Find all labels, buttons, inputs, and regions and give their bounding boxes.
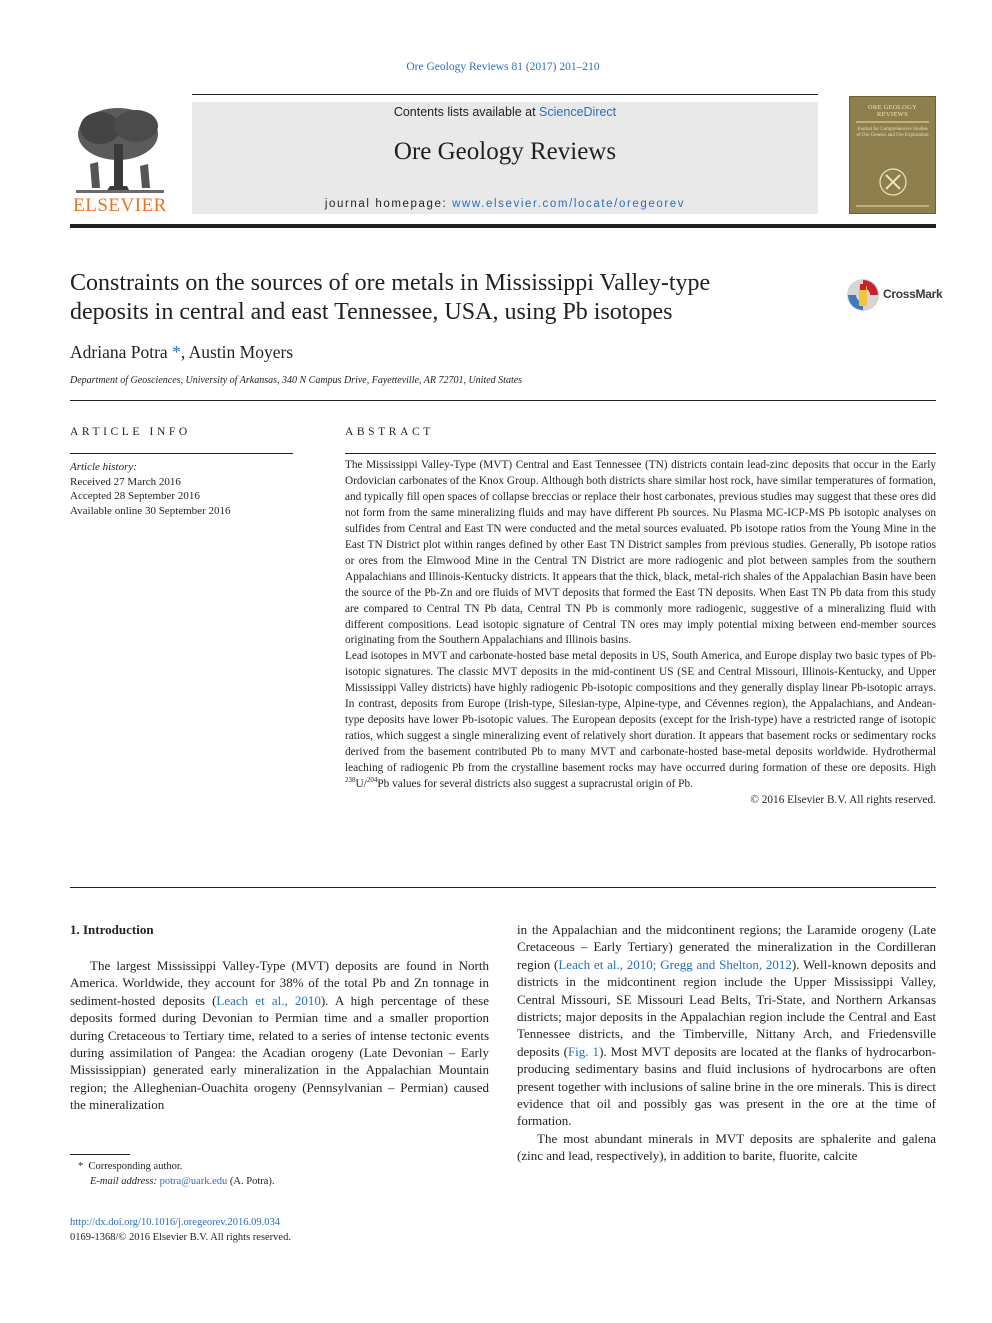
figure-link[interactable]: Fig. 1 [567, 1043, 600, 1059]
abstract-rule [345, 453, 936, 454]
crossmark-icon [846, 278, 880, 312]
doi-link[interactable]: http://dx.doi.org/10.1016/j.oregeorev.2016.09.034 [70, 1217, 280, 1228]
abstract-paragraph: The Mississippi Valley-Type (MVT) Central and East Tennessee (TN) districts contain lead-zinc deposits that occur in the Early Ordovician carbonates of the Knox Group. Although both districts share similar host rock, have similar temperatures of formation, and typically fill open spaces of collapse breccias or replace their host carbonates, previous studies may suggest that these ores did not form from the same mineralizing fluids and may have different Pb sources. Nu Plasma MC-ICP-MS Pb isotopic analyses on sulfides from Central and East TN were conducted and the metal sources evaluated. Pb isotope ratios from the Young Mine in the East TN District plot within ranges defined by other East TN District samples from previous studies. Generally, Pb isotope ratios or ores from the Elmwood Mine in the Central TN District are more radiogenic and plot between samples from the southern Appalachians and Illinois-Kentucky districts. It appears that the thick, black, metal-rich shales of the Appalachian Basin have been the source of the Pb-Zn and ore fluids of MVT deposits that formed the East TN deposits. When East TN Pb data from this study are compared to Central TN Pb data, Central TN Pb is commonly more radiogenic, suggestive of a mineralizing fluid with different compositions. Lead isotopic signature of Central TN ores may imply potential mixing between end-member sources originating from the Southern Appalachians and Illinois basins. [345, 459, 937, 647]
article-title: Constraints on the sources of ore metals in Mississippi Valley-type deposits in central and east Tennessee, USA, using Pb isotopes [70, 270, 711, 325]
abstract-paragraph: Lead isotopes in MVT and carbonate-hosted base metal deposits in US, South America, and Europe display two basic types of Pb-isotopic signatures. The classic MVT deposits in the mid-continent US (SE and Central Missouri, Illinois-Kentucky, and Upper Mississippi Valley districts) have highly radiogenic Pb-isotopic compositions and they generally display linear Pb-isotopic arrays. In contrast, deposits from Europe (Irish-type, Silesian-type, Alpine-type, and Cévennes region), the Appalachians, and Andean-type deposits have lower Pb-isotopic values. The European deposits (except for the Irish-type) have a restricted range of isotopic ratios, which suggest a single mineralizing event of relatively short duration. It appears that basement rocks or sedimentary rocks derived from the basement contributed Pb to many MVT and carbonate-hosted base-metal deposits worldwide. Hydrothermal leaching of radiogenic Pb from the crystalline basement rocks may have occurred during formation of these ore deposits. High $^{238}$U/$^{204}$Pb values for several districts also suggest a supracrustal origin of Pb. [345, 650, 936, 791]
body-paragraph: The most abundant minerals in MVT deposits are sphalerite and galena (zinc and lead, respectively), in addition to barite, fluorite, calcite [517, 1130, 936, 1164]
journal-banner [192, 102, 818, 214]
crossmark-label: CrossMark [883, 287, 943, 301]
cover-bottom-divider [856, 205, 929, 207]
article-info-rule [70, 453, 293, 454]
title-rule [70, 400, 936, 401]
header-thick-rule [70, 224, 936, 228]
corresponding-author-marker[interactable]: * [172, 342, 181, 362]
footnote: * Corresponding author. E-mail address: potra@uark.edu (A. Potra). [70, 1154, 489, 1189]
article-history [70, 460, 295, 518]
homepage-link[interactable]: www.elsevier.com/locate/oregeorev [452, 198, 686, 210]
accepted-date: Accepted 28 September 2016 [70, 490, 200, 502]
journal-citation[interactable]: Ore Geology Reviews 81 (2017) 201–210 [406, 61, 600, 73]
abstract-heading: ABSTRACT [345, 426, 434, 438]
abstract-bottom-rule [70, 887, 936, 888]
journal-name: Ore Geology Reviews [393, 138, 617, 165]
author-name: Austin Moyers [188, 342, 294, 362]
online-date: Available online 30 September 2016 [70, 504, 231, 517]
abstract-text [345, 458, 936, 809]
footnote-rule [70, 1154, 130, 1155]
section-heading: 1. Introduction [70, 922, 154, 937]
contents-line: Contents lists available at ScienceDirect [393, 105, 617, 119]
body-right-column [517, 921, 936, 1165]
doi-block [70, 1215, 291, 1245]
received-date: Received 27 March 2016 [70, 475, 181, 488]
body-paragraph: in the Appalachian and the midcontinent regions; the Laramide orogeny (Late Cretaceous – Early Tertiary) generated the mineralization in the Cordilleran region (Leach et al., 2010; Gregg and Shelton, 2012). Well-known deposits and districts in the midcontinent region include the Upper Mississippi Valley, Central Missouri, SE Missouri Lead Belts, Tri-State, and Northern Arkansas districts; major deposits in the Appalachian region include the Central and East Tennessee districts, and the Timberville, Nittany Arch, and Friedensville deposits (Fig. 1). Most MVT deposits are located at the flanks of hydrocarbon-producing sedimentary basins and fluid inclusions of hydrocarbons are often present together with inclusions of saline brine in the ore minerals. This is direct evidence that oil and possibly gas was present in the ore at the time of formation. [517, 922, 937, 1129]
journal-homepage: journal homepage: www.elsevier.com/locate/oregeorev [324, 198, 686, 210]
elsevier-wordmark[interactable]: ELSEVIER [73, 195, 167, 216]
affiliation: Department of Geosciences, University of Arkansas, 340 N Campus Drive, Fayetteville, AR 72701, United States [70, 375, 523, 386]
abstract-copyright: © 2016 Elsevier B.V. All rights reserved. [750, 794, 936, 807]
cover-divider [856, 121, 929, 123]
body-left-column [70, 957, 489, 1114]
author-list: Adriana Potra *, Austin Moyers [70, 342, 294, 362]
cover-title: ORE GEOLOGY REVIEWS [867, 104, 918, 118]
cover-subtitle: Journal for Comprehensive Studies of Ore Genesis and Ore Exploration [856, 127, 929, 138]
hammers-emblem-icon [878, 167, 908, 197]
corresponding-author-note: Corresponding author. [88, 1161, 183, 1172]
history-label: Article history: [70, 461, 137, 473]
email-link[interactable]: potra@uark.edu [159, 1176, 228, 1187]
journal-cover-thumbnail[interactable] [849, 96, 936, 214]
author-name: Adriana Potra [70, 342, 168, 362]
sciencedirect-link[interactable]: ScienceDirect [539, 105, 617, 119]
rights-statement: 0169-1368/© 2016 Elsevier B.V. All rights reserved. [70, 1232, 291, 1243]
citation-link[interactable]: Leach et al., 2010; Gregg and Shelton, 2012 [558, 956, 792, 972]
crossmark-badge[interactable] [846, 278, 943, 312]
article-info-heading: ARTICLE INFO [70, 426, 191, 438]
body-paragraph: The largest Mississippi Valley-Type (MVT) deposits are found in North America. Worldwide, they account for 38% of the total Pb and Zn tonnage in sediment-hosted deposits (Leach et al., 2010). A high percentage of these deposits formed during Devonian to Permian time and a smaller proportion during Cretaceous to Tertiary time, related to a series of intense tectonic events during assimilation of Pangea: the Acadian orogeny (Late Devonian – Early Mississippian) generated early mineralization in the Appalachian Mountain region; the Alleghenian-Ouachita orogeny (Pennsylvanian – Permian) caused the mineralization [70, 958, 489, 1113]
citation-link[interactable]: Leach et al., 2010 [216, 992, 321, 1008]
header-rule [192, 94, 818, 95]
